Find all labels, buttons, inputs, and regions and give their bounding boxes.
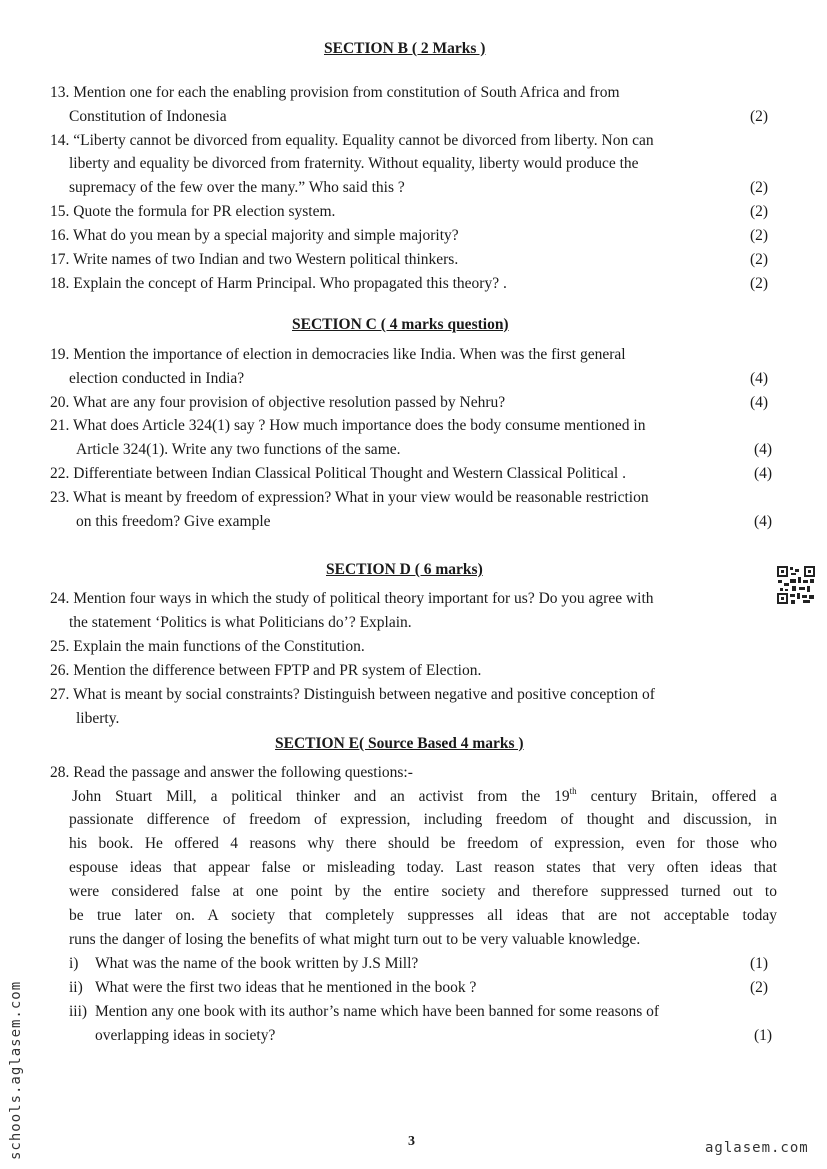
section-c-heading: SECTION C ( 4 marks question) [292, 316, 509, 333]
question-23-line-1: 23. What is meant by freedom of expression? What in your view would be reasonable restriction [50, 489, 649, 506]
question-16-marks: (2) [750, 227, 769, 244]
question-13-marks: (2) [750, 108, 769, 125]
question-14-line-3: supremacy of the few over the many.” Who said this ? [69, 179, 405, 196]
question-19-marks: (4) [750, 370, 769, 387]
sub-question-iii-number: iii) [69, 1003, 88, 1020]
passage-line-7: runs the danger of losing the benefits of what might turn out to be very valuable knowledge. [69, 931, 641, 948]
sub-question-i-marks: (1) [750, 955, 769, 972]
question-17-marks: (2) [750, 251, 769, 268]
question-19-line-2: election conducted in India? [69, 370, 245, 387]
question-27-line-2: liberty. [76, 710, 120, 727]
sub-question-iii-line-2: overlapping ideas in society? [95, 1027, 276, 1044]
sub-question-i-number: i) [69, 955, 79, 972]
page-number: 3 [408, 1134, 415, 1149]
question-13-line-1: 13. Mention one for each the enabling provision from constitution of South Africa and from [50, 84, 620, 101]
question-18: 18. Explain the concept of Harm Principal. Who propagated this theory? . [50, 275, 507, 292]
question-14-line-2: liberty and equality be divorced from fraternity. Without equality, liberty would produce the [69, 155, 639, 172]
question-15-marks: (2) [750, 203, 769, 220]
section-d-heading: SECTION D ( 6 marks) [326, 561, 483, 578]
question-24-line-1: 24. Mention four ways in which the study of political theory important for us? Do you agree with [50, 590, 654, 607]
sub-question-ii-marks: (2) [750, 979, 769, 996]
question-25: 25. Explain the main functions of the Constitution. [50, 638, 365, 655]
question-20-marks: (4) [750, 394, 769, 411]
passage-line-3: his book. He offered 4 reasons why there should be freedom of expression, even for those who [69, 835, 777, 852]
question-14-marks: (2) [750, 179, 769, 196]
question-26: 26. Mention the difference between FPTP and PR system of Election. [50, 662, 482, 679]
question-15: 15. Quote the formula for PR election system. [50, 203, 336, 220]
qr-code-icon [776, 565, 816, 605]
passage-line-4: espouse ideas that appear false or misleading today. Last reason states that very often ideas that [69, 859, 777, 876]
bottom-watermark: aglasem.com [705, 1140, 809, 1156]
sub-question-ii-number: ii) [69, 979, 83, 996]
sub-question-ii: What were the first two ideas that he mentioned in the book ? [95, 979, 477, 996]
passage-line-5: were considered false at one point by the entire society and therefore suppressed turned out to [69, 883, 777, 900]
section-b-heading: SECTION B ( 2 Marks ) [324, 40, 486, 57]
question-18-marks: (2) [750, 275, 769, 292]
question-28: 28. Read the passage and answer the following questions:- [50, 764, 413, 781]
question-21-line-1: 21. What does Article 324(1) say ? How much importance does the body consume mentioned in [50, 417, 646, 434]
question-21-line-2: Article 324(1). Write any two functions of the same. [76, 441, 401, 458]
question-22-marks: (4) [754, 465, 773, 482]
question-20: 20. What are any four provision of objective resolution passed by Nehru? [50, 394, 506, 411]
sub-question-iii-marks: (1) [754, 1027, 773, 1044]
question-24-line-2: the statement ‘Politics is what Politicians do’? Explain. [69, 614, 412, 631]
question-19-line-1: 19. Mention the importance of election in democracies like India. When was the first general [50, 346, 626, 363]
question-27-line-1: 27. What is meant by social constraints? Distinguish between negative and positive conception of [50, 686, 655, 703]
side-watermark: schools.aglasem.com [8, 980, 24, 1160]
question-13-line-2: Constitution of Indonesia [69, 108, 227, 125]
passage-line-2: passionate difference of freedom of expression, including freedom of thought and discussion, in [69, 811, 777, 828]
section-e-heading: SECTION E( Source Based 4 marks ) [275, 735, 524, 752]
question-16: 16. What do you mean by a special majority and simple majority? [50, 227, 459, 244]
sub-question-i: What was the name of the book written by J.S Mill? [95, 955, 419, 972]
question-23-line-2: on this freedom? Give example [76, 513, 271, 530]
question-14-line-1: 14. “Liberty cannot be divorced from equality. Equality cannot be divorced from liberty. Non can [50, 132, 654, 149]
passage-line-6: be true later on. A society that completely suppresses all ideas that are not acceptable today [69, 907, 777, 924]
question-22: 22. Differentiate between Indian Classical Political Thought and Western Classical Political . [50, 465, 626, 482]
question-23-marks: (4) [754, 513, 773, 530]
sub-question-iii-line-1: Mention any one book with its author’s name which have been banned for some reasons of [95, 1003, 660, 1020]
passage-line-1: John Stuart Mill, a political thinker and an activist from the 19th century Britain, offered a [72, 786, 777, 805]
question-21-marks: (4) [754, 441, 773, 458]
question-17: 17. Write names of two Indian and two Western political thinkers. [50, 251, 459, 268]
